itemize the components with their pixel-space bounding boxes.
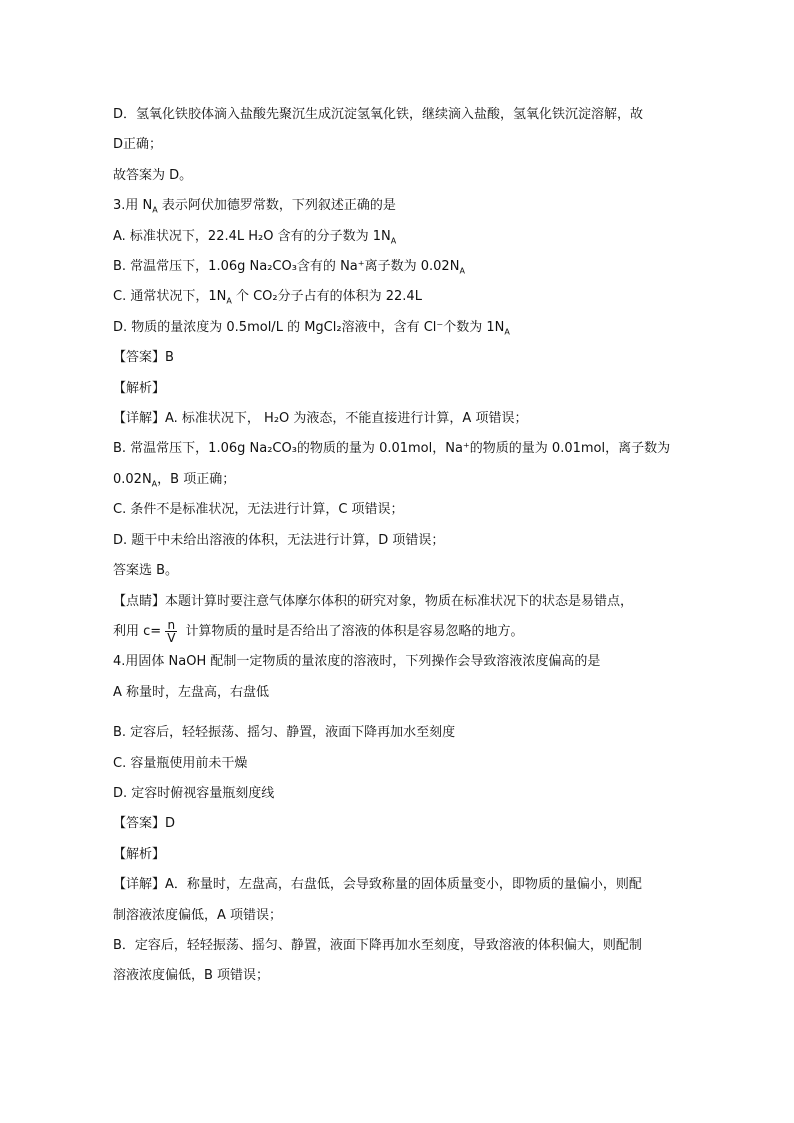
- analysis-label: 【解析】: [113, 380, 166, 396]
- answer-label: 【答案】D: [113, 816, 176, 832]
- subscript: A: [226, 297, 232, 307]
- answer-label: 【答案】B: [113, 350, 174, 366]
- note-line: [113, 617, 683, 647]
- detail-text: ，B 项正确；: [157, 471, 236, 487]
- text-line: D正确；: [113, 137, 163, 153]
- option-d: D. 定容时俯视容量瓶刻度线: [113, 785, 275, 801]
- note-text: 利用 c=: [113, 623, 162, 639]
- option-text: D. 物质的量浓度为 0.5mol/L 的 MgCl₂溶液中，含有 Cl⁻个数为 1N: [113, 319, 505, 335]
- note-line: 【点睛】本题计算时要注意气体摩尔体积的研究对象，物质在标准状况下的状态是易错点，: [113, 593, 634, 609]
- subscript: A: [390, 236, 397, 246]
- detail-line: D. 题干中未给出溶液的体积，无法进行计算，D 项错误；: [113, 532, 445, 548]
- detail-line: 【详解】A．称量时，左盘高，右盘低，会导致称量的固体质量变小，即物质的量偏小，则配: [113, 877, 642, 893]
- detail-line: B．定容后，轻轻振荡、摇匀、静置，液面下降再加水至刻度，导致溶液的体积偏大，则配制: [113, 937, 642, 953]
- subscript: A: [152, 205, 158, 215]
- option-text: B. 常温常压下，1.06g Na₂CO₃含有的 Na⁺离子数为 0.02N: [113, 259, 460, 275]
- detail-line: 制溶液浓度偏低，A 项错误；: [113, 907, 283, 923]
- q3-suffix: 表示阿伏加德罗常数，下列叙述正确的是: [157, 198, 396, 214]
- option-text: 个 CO₂分子占有的体积为 22.4L: [231, 289, 422, 305]
- detail-line: C. 条件不是标准状况，无法进行计算，C 项错误；: [113, 502, 404, 518]
- option-text: A. 标准状况下，22.4L H₂O 含有的分子数为 1N: [113, 228, 391, 244]
- subscript: A: [504, 327, 510, 337]
- analysis-label: 【解析】: [113, 846, 166, 862]
- option-c: C. 容量瓶使用前未干燥: [113, 755, 248, 771]
- option-b: [113, 252, 683, 282]
- text-line: 故答案为 D。: [113, 167, 193, 183]
- option-text: C. 通常状况下，1N: [113, 289, 227, 305]
- document-page: [113, 100, 683, 992]
- option-a: A 称量时，左盘高，右盘低: [113, 684, 270, 700]
- fraction-denominator: V: [167, 630, 176, 645]
- q3-prefix: 3.用 N: [113, 198, 153, 214]
- detail-line: B. 常温常压下，1.06g Na₂CO₃的物质的量为 0.01mol，Na⁺的物质的量为 0.01mol，离子数为: [113, 441, 671, 457]
- option-a: [113, 222, 683, 252]
- spacer: [113, 708, 683, 718]
- subscript: A: [459, 266, 465, 276]
- detail-line: [113, 465, 683, 495]
- detail-line: 【详解】A. 标准状况下， H₂O 为液态，不能直接进行计算，A 项错误；: [113, 411, 528, 427]
- option-d: [113, 313, 683, 343]
- text-line: D．氢氧化铁胶体滴入盐酸先聚沉生成沉淀氢氧化铁，继续滴入盐酸，氢氧化铁沉淀溶解，故: [113, 107, 644, 122]
- detail-line: 溶液浓度偏低，B 项错误；: [113, 968, 270, 984]
- note-text: 计算物质的量时是否给出了溶液的体积是容易忽略的地方。: [181, 623, 524, 639]
- question-3: [113, 191, 683, 221]
- fraction: [165, 619, 177, 644]
- detail-text: 0.02N: [113, 471, 152, 487]
- option-b: B. 定容后，轻轻振荡、摇匀、静置，液面下降再加水至刻度: [113, 725, 456, 741]
- option-c: [113, 282, 683, 312]
- subscript: A: [151, 479, 158, 489]
- question-4: 4.用固体 NaOH 配制一定物质的量浓度的溶液时，下列操作会导致溶液浓度偏高的是: [113, 654, 601, 670]
- fraction-numerator: n: [165, 619, 177, 632]
- final-answer: 答案选 B。: [113, 563, 179, 579]
